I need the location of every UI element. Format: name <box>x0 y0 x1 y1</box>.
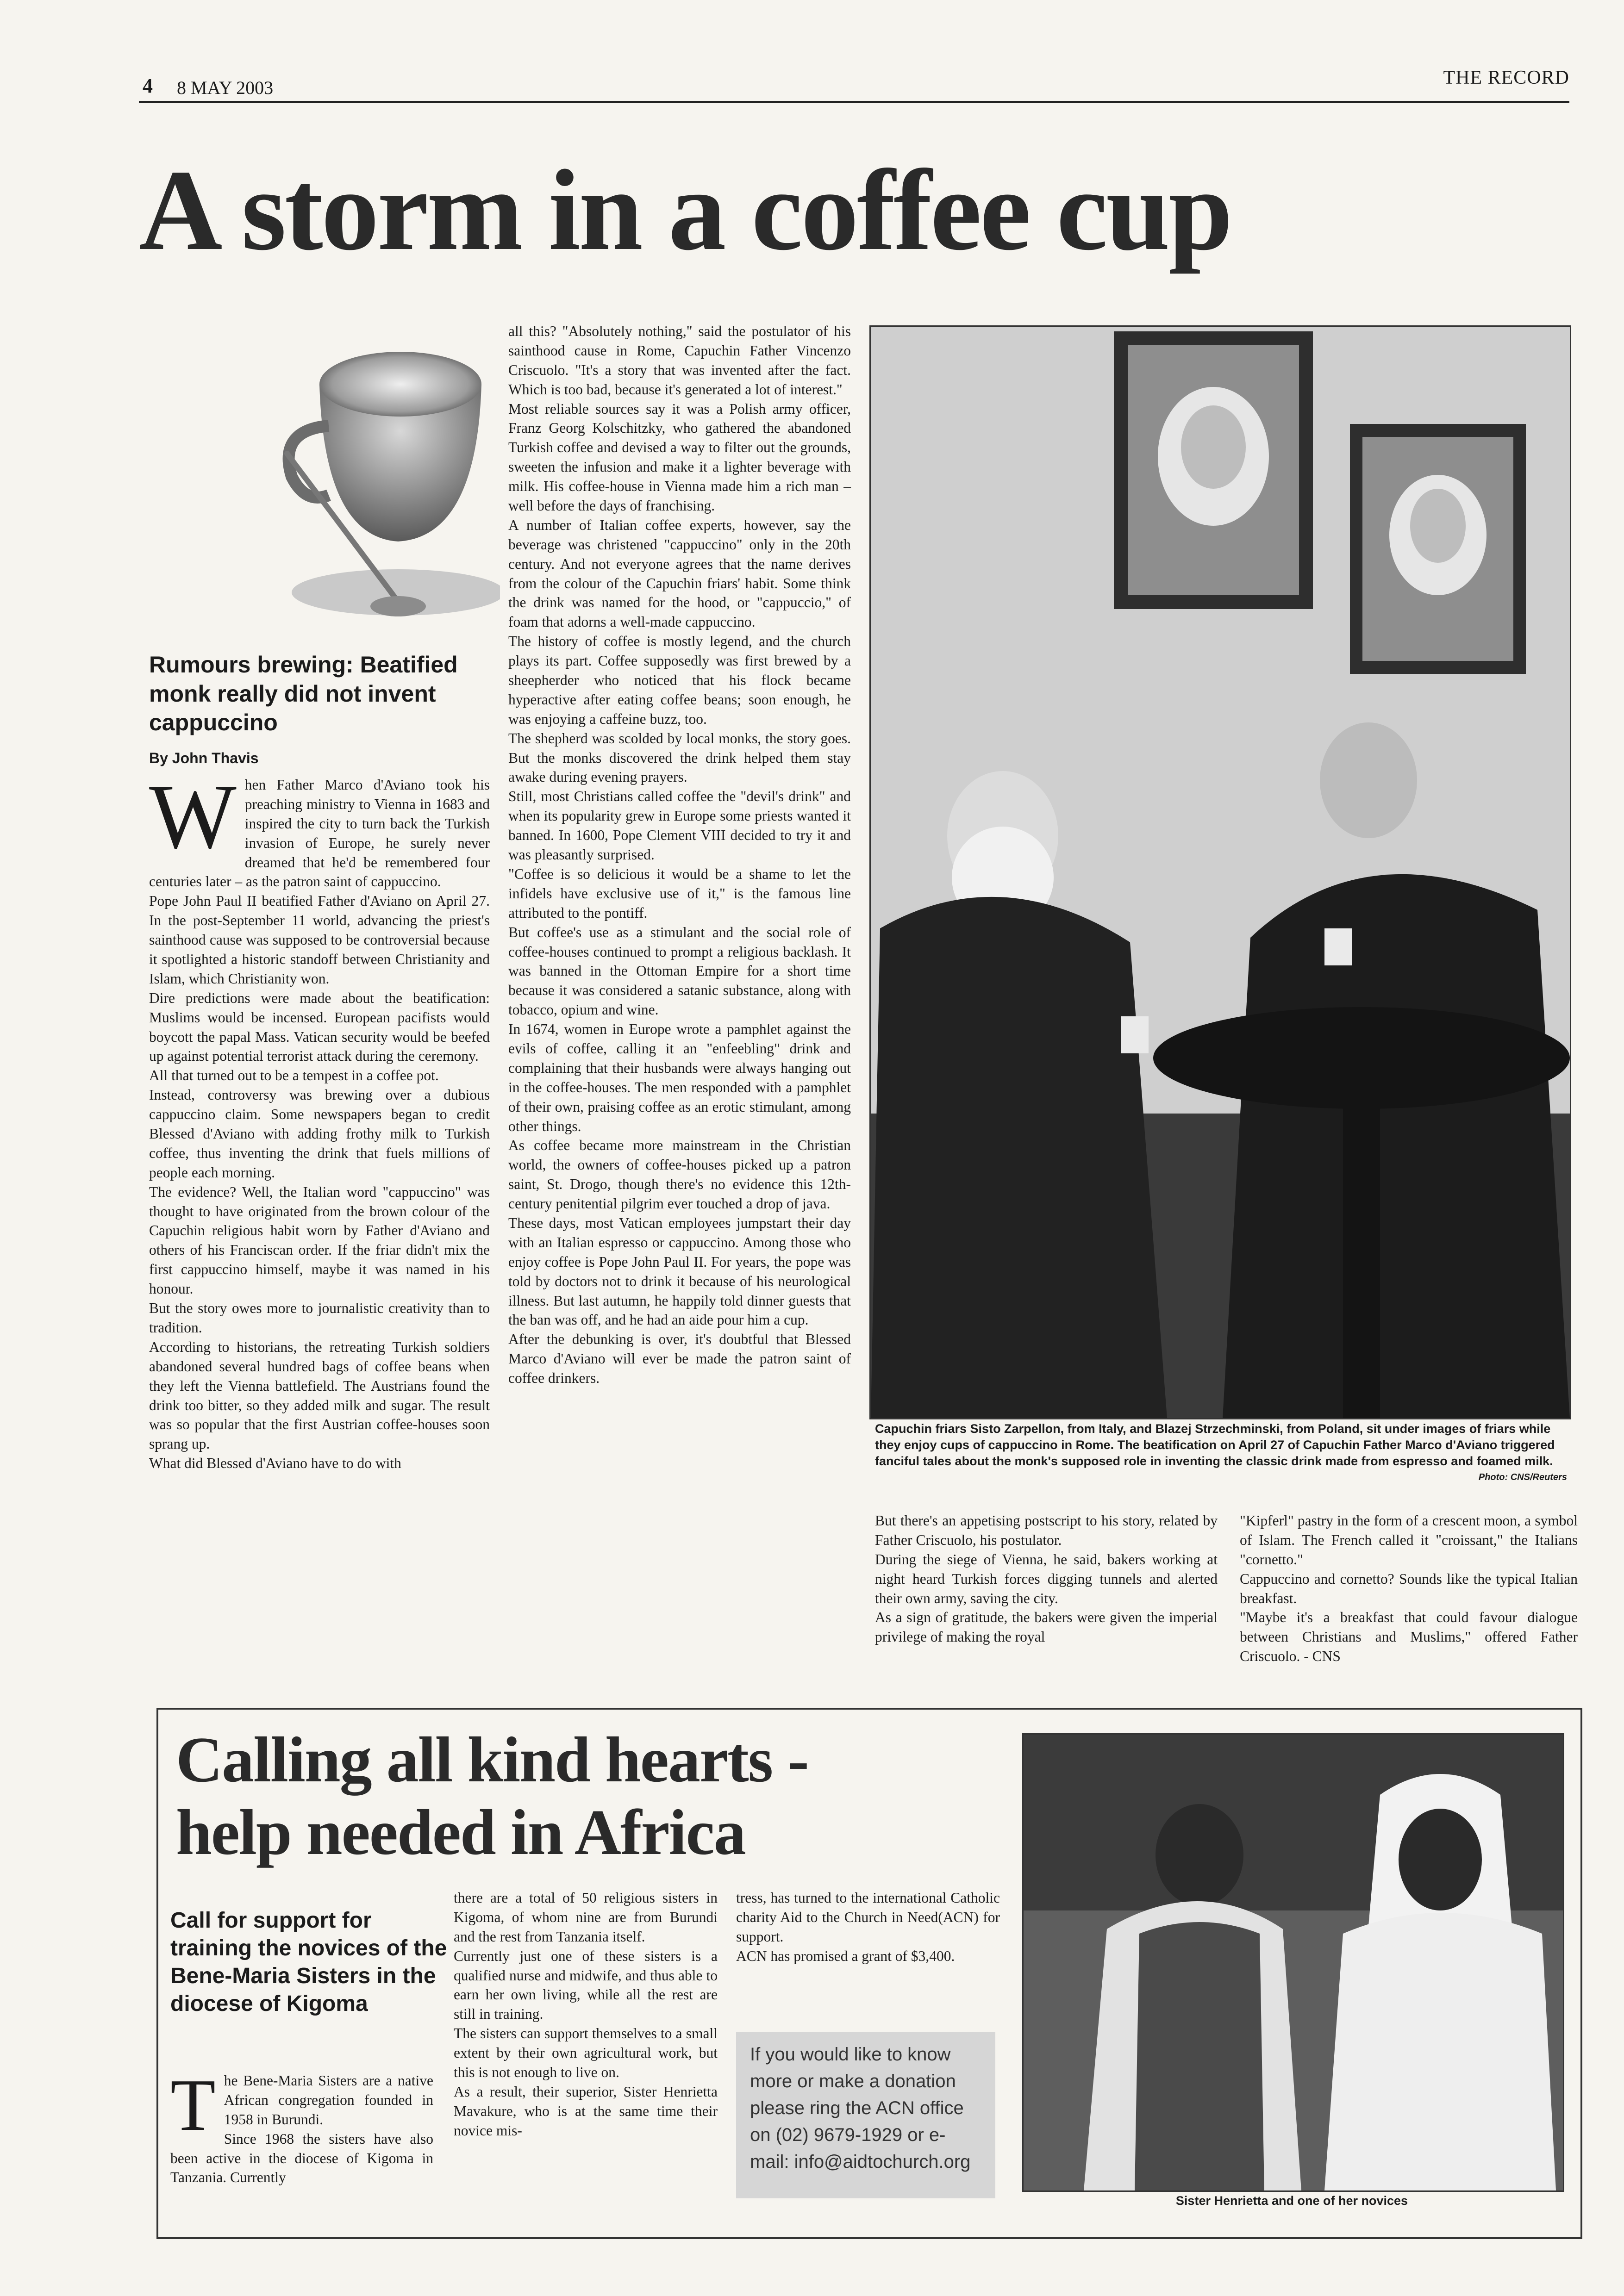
article-column-1 <box>149 765 490 1473</box>
paragraph: Pope John Paul II beatified Father d'Aviano on April 27. In the post-September 11 world, advancing the priest's sainthood cause was supposed to be controversial because it spotlighted a historic standoff between Christianity and Islam, which Christianity won. <box>149 893 490 987</box>
appeal-column-3 <box>736 1888 1000 1966</box>
paragraph: Most reliable sources say it was a Polish army officer, Franz Georg Kolschitzky, who gathered the abandoned Turkish coffee and devised a way to filter out the grounds, sweeten the infusion and make it a lighter beverage with milk. His coffee-house in Vienna made him a rich man – well before the days of franchising. <box>508 400 851 514</box>
paragraph: Instead, controversy was brewing over a dubious cappuccino claim. Some newspapers began to credit Blessed d'Aviano with adding frothy milk to Turkish coffee, thus inventing the drink that fuels millions of people each morning. <box>149 1087 490 1181</box>
paragraph: The history of coffee is mostly legend, and the church plays its part. Coffee supposedly was first brewed by a sheepherder who noticed that his flock became hyperactive after eating coffee beans; soon enough, he was enjoying a caffeine buzz, too. <box>508 633 851 727</box>
paragraph: tress, has turned to the international Catholic charity Aid to the Church in Need(ACN) for support. <box>736 1890 1000 1945</box>
issue-date: 8 MAY 2003 <box>177 77 274 98</box>
appeal-dropcap: T <box>170 2064 216 2146</box>
paragraph: hen Father Marco d'Aviano took his preaching ministry to Vienna in 1683 and inspired the city to turn back the Turkish invasion of Europe, he surely never dreamed that he'd be remembered four centuries later – as the patron saint of cappuccino. <box>149 777 490 890</box>
paragraph: In 1674, women in Europe wrote a pamphlet against the evils of coffee, calling it an "enfeebling" drink and complaining that their husbands were always hanging out in the coffee-houses. The men responded with a pamphlet of their own, praising coffee as an erotic stimulant, among other things. <box>508 1021 851 1134</box>
article-column-3 <box>875 1511 1218 1647</box>
paragraph: But coffee's use as a stimulant and the social role of coffee-houses continued to prompt a religious backlash. It was banned in the Ottoman Empire for a short time because it was considered a satanic substance, along with tobacco, opium and wine. <box>508 924 851 1018</box>
paragraph: According to historians, the retreating Turkish soldiers abandoned several hundred bags of coffee beans when they left the Vienna battlefield. The Austrians found the drink too bitter, so they added milk and sugar. The result was so popular that the first Austrian coffee-houses soon sprang up. <box>149 1338 490 1452</box>
paragraph: What did Blessed d'Aviano have to do with <box>149 1455 401 1472</box>
paragraph: "Kipferl" pastry in the form of a crescent moon, a symbol of Islam. The French called it "croissant," the Italians "cornetto." <box>1240 1512 1578 1568</box>
paragraph: Currently just one of these sisters is a qualified nurse and midwife, and thus able to earn her own living, while all the rest are still in training. <box>454 1948 718 2022</box>
paragraph: The sisters can support themselves to a small extent by their own agricultural work, but this is not enough to live on. <box>454 2025 718 2081</box>
paragraph: Still, most Christians called coffee the "devil's drink" and when its popularity grew in Europe some priests wanted it banned. In 1600, Pope Clement VIII decided to try it and was pleasantly surprised. <box>508 788 851 863</box>
paragraph: Cappuccino and cornetto? Sounds like the typical Italian breakfast. <box>1240 1570 1578 1606</box>
paragraph: As a sign of gratitude, the bakers were given the imperial privilege of making the royal <box>875 1609 1218 1645</box>
appeal-headline <box>176 1724 1009 1869</box>
friars-photo <box>869 325 1571 1419</box>
paragraph: All that turned out to be a tempest in a coffee pot. <box>149 1067 439 1084</box>
paragraph: As a result, their superior, Sister Henrietta Mavakure, who is at the same time their novice mis- <box>454 2083 718 2139</box>
donation-text: If you would like to know more or make a donation please ring the ACN office on (02) 9679-1929 or e-mail: info@aidtochurch.org <box>750 2044 971 2172</box>
appeal-subhead: Call for support for training the novices of the Bene-Maria Sisters in the diocese of Kigoma <box>170 1908 447 2016</box>
paragraph: he Bene-Maria Sisters are a native African congregation founded in 1958 in Burundi. <box>224 2072 433 2128</box>
article-headline: A storm in a coffee cup <box>139 146 1231 274</box>
paragraph: A number of Italian coffee experts, however, say the beverage was christened "cappuccino" only in the 20th century. And not everyone agrees that the name derives from the colour of the Capuchin friars' habit. Some think the drink was named for the hood, or "cappuccio," of foam that adorns a well-made cappuccino. <box>508 516 851 630</box>
article-column-4 <box>1240 1511 1578 1666</box>
publication-name: THE RECORD <box>1443 67 1569 88</box>
sisters-photo-caption: Sister Henrietta and one of her novices <box>1175 2194 1408 2208</box>
masthead-rule <box>139 101 1569 103</box>
paragraph: Dire predictions were made about the beatification: Muslims would be incensed. European pacifists would boycott the papal Mass. Vatican security would be beefed up against potential terrorist attack during the ceremony. <box>149 989 490 1064</box>
page-number: 4 <box>143 75 153 97</box>
paragraph: As coffee became more mainstream in the Christian world, the owners of coffee-houses picked up a patron saint, St. Drogo, though there's no evidence this 12th-century penitential pilgrim ever touched a drop of java. <box>508 1137 851 1212</box>
caption-text: Capuchin friars Sisto Zarpellon, from Italy, and Blazej Strzechminski, from Poland, sit under images of friars while they enjoy cups of cappuccino in Rome. The beatification on April 27 of Capuchin Father Marco d'Aviano triggered fanciful tales about the monk's supposed role in inventing the classic drink made from espresso and foamed milk. <box>875 1422 1555 1468</box>
paragraph: The evidence? Well, the Italian word "cappuccino" was thought to have originated from the brown colour of the Capuchin religious habit worn by Father d'Aviano and others of his Franciscan order. If the friar didn't mix the first cappuccino himself, maybe it was named in his honour. <box>149 1183 490 1297</box>
paragraph: But the story owes more to journalistic creativity than to tradition. <box>149 1300 490 1336</box>
paragraph: Since 1968 the sisters have also been active in the diocese of Kigoma in Tanzania. Currently <box>170 2130 433 2186</box>
coffee-cup-image <box>259 342 500 620</box>
article-dropcap: W <box>149 765 237 868</box>
paragraph: ACN has promised a grant of $3,400. <box>736 1948 955 1964</box>
sisters-photo <box>1022 1733 1564 2192</box>
paragraph: "Coffee is so delicious it would be a shame to let the infidels have exclusive use of it," is the famous line attributed to the pontiff. <box>508 865 851 921</box>
paragraph: there are a total of 50 religious sisters in Kigoma, of whom nine are from Burundi and the rest from Tanzania itself. <box>454 1890 718 1945</box>
paragraph: During the siege of Vienna, he said, bakers working at night heard Turkish forces digging tunnels and alerted their own army, saving the city. <box>875 1551 1218 1606</box>
paragraph: "Maybe it's a breakfast that could favour dialogue between Christians and Muslims," offered Father Criscuolo. - CNS <box>1240 1609 1578 1665</box>
donation-info-box <box>736 2032 995 2198</box>
paragraph: all this? "Absolutely nothing," said the postulator of his sainthood cause in Rome, Capuchin Father Vincenzo Criscuolo. "It's a story that was invented after the fact. Which is too bad, because it's generated a lot of interest." <box>508 323 851 398</box>
appeal-headline-line-2: help needed in Africa <box>176 1796 745 1868</box>
appeal-headline-line-1: Calling all kind hearts - <box>176 1724 808 1796</box>
appeal-column-1 <box>170 2064 433 2187</box>
paragraph: After the debunking is over, it's doubtful that Blessed Marco d'Aviano will ever be made the patron saint of coffee drinkers. <box>508 1331 851 1387</box>
article-byline: By John Thavis <box>149 750 259 766</box>
article-subhead: Rumours brewing: Beatified monk really did not invent cappuccino <box>149 652 458 735</box>
photo-credit: Photo: CNS/Reuters <box>1478 1472 1567 1483</box>
paragraph: These days, most Vatican employees jumpstart their day with an Italian espresso or cappuccino. Among those who enjoy coffee is Pope John Paul II. For years, the pope was told by doctors not to drink it because of his neurological illness. But last autumn, he happily told dinner guests that the ban was off, and he had an aide pour him a cup. <box>508 1214 851 1328</box>
article-column-2 <box>508 322 851 1388</box>
friars-photo-caption <box>875 1421 1567 1483</box>
paragraph: But there's an appetising postscript to his story, related by Father Criscuolo, his postulator. <box>875 1512 1218 1548</box>
appeal-column-2 <box>454 1888 718 2140</box>
paragraph: The shepherd was scolded by local monks, the story goes. But the monks discovered the drink helped them stay awake during evening prayers. <box>508 730 851 785</box>
